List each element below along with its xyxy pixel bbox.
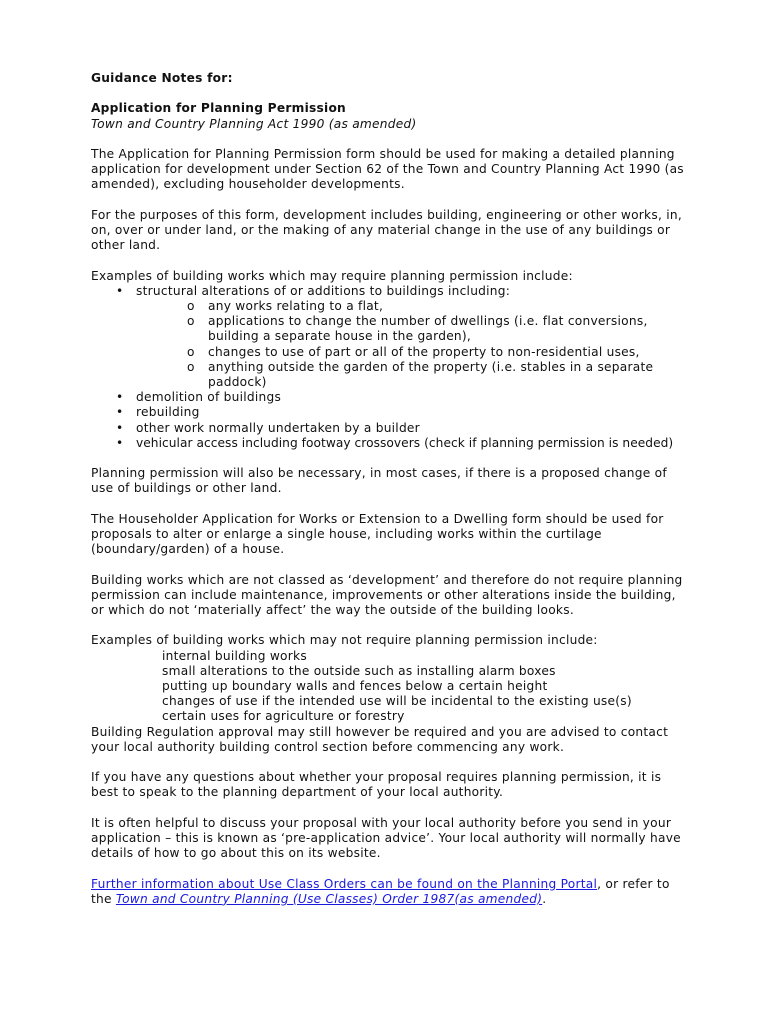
list-item: certain uses for agriculture or forestry — [162, 709, 405, 724]
list-item — [91, 436, 691, 451]
questions-paragraph: If you have any questions about whether your proposal requires planning permission, it is best to speak to the planning department of your local authority. — [91, 770, 662, 800]
list-item — [91, 405, 691, 420]
examples-intro: Examples of building works which may require planning permission include: — [91, 268, 573, 283]
householder-paragraph: The Householder Application for Works or Extension to a Dwelling form should be used for proposals to alter or enlarge a single house, including works within the curtilage (boundary/garden) of a house. — [91, 511, 664, 557]
refer-text: , or refer to the — [91, 876, 670, 906]
guidance-document — [91, 71, 691, 907]
sub-list-item-text: changes to use of part or all of the property to non-residential uses, — [208, 344, 640, 359]
sub-bullet-marker: o — [187, 359, 195, 374]
examples-not-required-intro: Examples of building works which may not require planning permission include: — [91, 633, 598, 648]
sub-bullet-marker: o — [187, 344, 195, 359]
use-classes-order-link[interactable]: Town and Country Planning (Use Classes) Order 1987(as amended) — [115, 891, 543, 906]
list-item — [91, 390, 691, 405]
non-development-paragraph: Building works which are not classed as ‘development’ and therefore do not require planning permission can include maintenance, improvements or other alterations inside the building, or which do not ‘materially affect’ the way the outside of the building looks. — [91, 572, 683, 617]
change-of-use-paragraph: Planning permission will also be necessary, in most cases, if there is a proposed change of use of buildings or other land. — [91, 466, 667, 496]
sub-bullet-marker: o — [187, 314, 195, 329]
building-regulation-paragraph: Building Regulation approval may still however be required and you are advised to contact your local authority building control section before commencing any work. — [91, 724, 669, 754]
guidance-heading: Guidance Notes for: — [91, 71, 233, 85]
bullet-marker: • — [116, 405, 124, 420]
pre-application-paragraph: It is often helpful to discuss your proposal with your local authority before you send in your application – this is known as ‘pre-application advice’. Your local authority will normally have details of how to go about this on its website. — [91, 815, 681, 861]
list-item: changes of use if the intended use will be incidental to the existing use(s) — [162, 694, 632, 709]
not-required-list — [91, 649, 691, 725]
end-text: . — [542, 891, 547, 906]
list-item-text: other work normally undertaken by a builder — [136, 420, 420, 435]
list-item-text: vehicular access including footway crossovers (check if planning permission is needed) — [136, 435, 674, 450]
list-item: small alterations to the outside such as installing alarm boxes — [162, 663, 556, 678]
list-item-text: rebuilding — [136, 405, 200, 420]
list-item: putting up boundary walls and fences below a certain height — [162, 679, 548, 693]
sub-list-item — [91, 360, 691, 390]
bullet-marker: • — [116, 420, 124, 435]
document-subtitle: Town and Country Planning Act 1990 (as amended) — [91, 116, 417, 131]
permission-required-list — [91, 284, 691, 451]
bullet-marker: • — [116, 390, 124, 405]
document-title: Application for Planning Permission — [91, 101, 346, 116]
sub-list-item — [91, 314, 691, 344]
list-item — [91, 284, 691, 390]
bullet-marker: • — [116, 283, 124, 298]
sub-list-item — [91, 299, 691, 314]
development-definition-paragraph: For the purposes of this form, development includes building, engineering or other works, in, on, over or under land, or the making of any material change in the use of any buildings or other land. — [91, 207, 682, 253]
list-item — [91, 421, 691, 436]
sub-list-item-text: applications to change the number of dwellings (i.e. flat conversions, building a separate house in the garden), — [208, 314, 648, 344]
sub-list-item — [91, 345, 691, 360]
further-information-paragraph — [91, 877, 691, 907]
sub-list — [91, 299, 691, 390]
planning-portal-link[interactable]: Further information about Use Class Orders can be found on the Planning Portal — [91, 876, 598, 891]
intro-paragraph: The Application for Planning Permission form should be used for making a detailed planning application for development under Section 62 of the Town and Country Planning Act 1990 (as amended), excluding householder developments. — [91, 146, 684, 192]
sub-bullet-marker: o — [187, 298, 195, 313]
sub-list-item-text: anything outside the garden of the property (i.e. stables in a separate paddock) — [208, 359, 654, 389]
sub-list-item-text: any works relating to a flat, — [208, 298, 384, 313]
bullet-marker: • — [116, 435, 124, 450]
list-item-text: structural alterations of or additions to buildings including: — [136, 283, 511, 298]
list-item: internal building works — [162, 648, 307, 663]
list-item-text: demolition of buildings — [136, 390, 282, 405]
